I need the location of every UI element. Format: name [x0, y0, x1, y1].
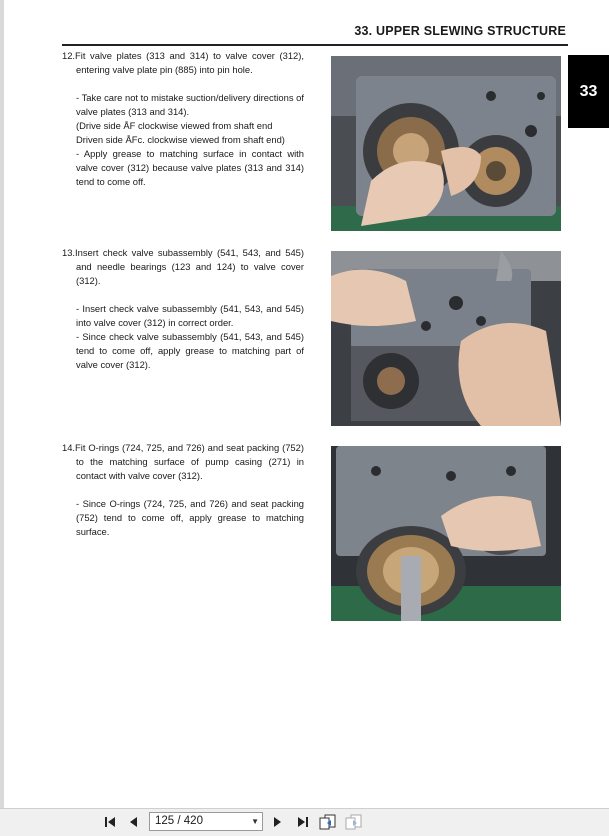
step-13-note-2: - Since check valve subassembly (541, 543, and 545) tend to come off, apply grease to matching part of valve cover (312).: [76, 331, 304, 370]
page-number-field[interactable]: [149, 812, 263, 831]
step-12-note-1: - Take care not to mistake suction/delivery directions of valve plates (313 and 314).: [76, 92, 304, 117]
go-forward-view-button[interactable]: [345, 813, 363, 831]
next-page-button[interactable]: [268, 813, 286, 831]
step-14: [62, 441, 304, 539]
step-12: [62, 49, 304, 189]
go-forward-view-icon: [345, 814, 363, 830]
step-14-note-1: - Since O-rings (724, 725, and 726) and seat packing (752) tend to come off, apply grease to matching surface.: [76, 498, 304, 537]
header-rule: [62, 44, 568, 46]
last-page-icon: [295, 815, 309, 829]
go-back-view-button[interactable]: [319, 813, 337, 831]
previous-page-button[interactable]: [125, 813, 143, 831]
step-12-note-3: Driven side ÅFc. clockwise viewed from shaft end): [76, 134, 285, 145]
valve-plates-photo: [331, 56, 561, 231]
page-indicator: 125 / 420: [155, 815, 203, 827]
next-page-icon: [270, 815, 284, 829]
step-13: [62, 246, 304, 372]
o-rings-photo: [331, 446, 561, 621]
step-13-note-1: - Insert check valve subassembly (541, 543, and 545) into valve cover (312) in correct order.: [76, 303, 304, 328]
step-12-instruction: 12.Fit valve plates (313 and 314) to valve cover (312), entering valve plate pin (885) into pin hole.: [62, 50, 304, 75]
last-page-button[interactable]: [293, 813, 311, 831]
first-page-button[interactable]: [102, 813, 120, 831]
step-13-notes: [62, 302, 304, 372]
step-12-notes: [62, 91, 304, 189]
chevron-down-icon[interactable]: ▼: [251, 817, 259, 826]
check-valve-photo: [331, 251, 561, 426]
page-left-edge: [0, 0, 4, 808]
step-13-instruction: 13.Insert check valve subassembly (541, 543, and 545) and needle bearings (123 and 124) to valve cover (312).: [62, 247, 304, 286]
section-title: 33. UPPER SLEWING STRUCTURE: [354, 24, 566, 38]
pdf-navigation-toolbar: [0, 808, 609, 836]
go-back-view-icon: [319, 814, 337, 830]
first-page-icon: [104, 815, 118, 829]
step-14-notes: [62, 497, 304, 539]
step-12-note-4: - Apply grease to matching surface in contact with valve cover (312) because valve plates (313 and 314) tend to come off.: [76, 148, 304, 187]
step-14-instruction: 14.Fit O-rings (724, 725, and 726) and seat packing (752) to the matching surface of pump casing (271) in contact with valve cover (312).: [62, 442, 304, 481]
step-12-note-2: (Drive side ÅF clockwise viewed from shaft end: [76, 120, 273, 131]
previous-page-icon: [127, 815, 141, 829]
chapter-tab: 33: [568, 55, 609, 128]
